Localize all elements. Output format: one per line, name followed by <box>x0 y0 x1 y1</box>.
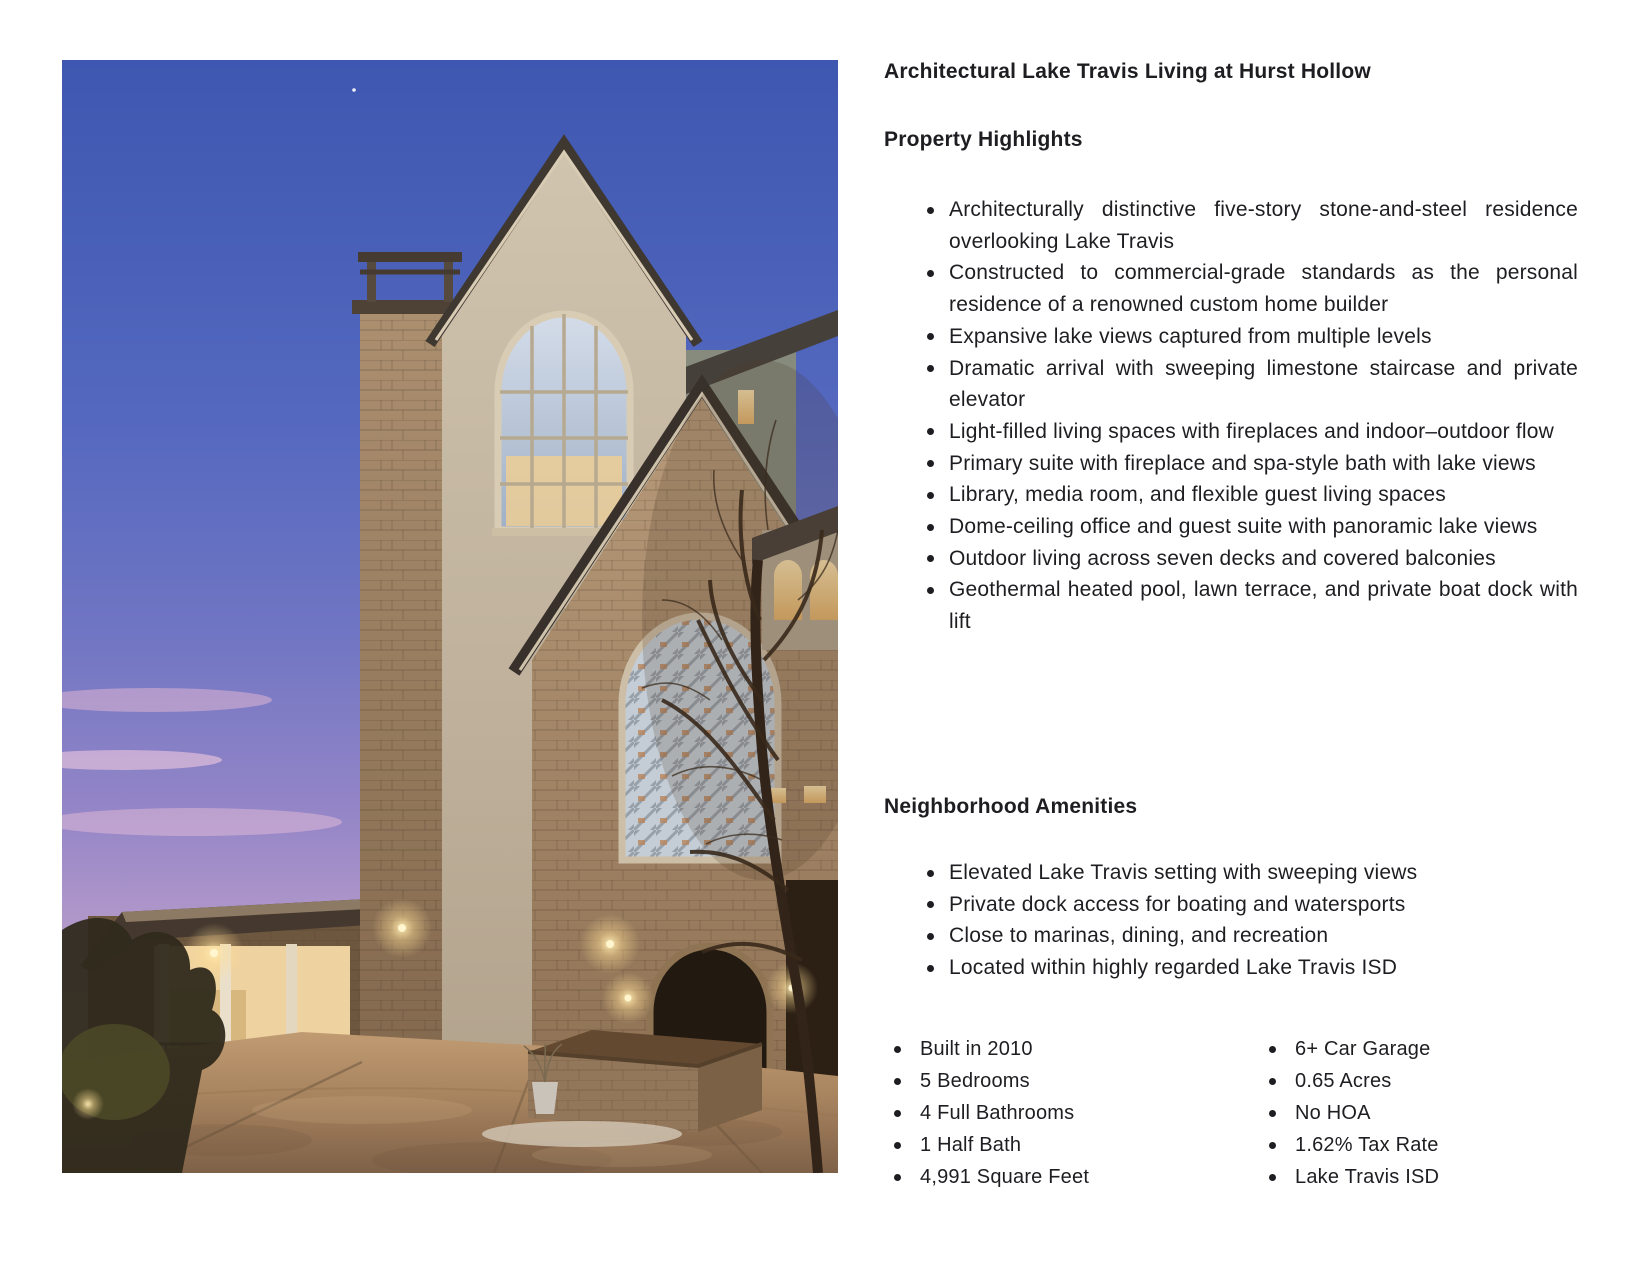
highlight-item: Constructed to commercial-grade standards as the personal residence of a renowned custom home builder <box>924 257 1578 320</box>
facts-column-left <box>884 1033 1224 1193</box>
highlight-item: Light-filled living spaces with fireplaces and indoor–outdoor flow <box>924 416 1578 448</box>
facts-column-right <box>1255 1033 1615 1193</box>
section-heading-property-highlights: Property Highlights <box>884 128 1083 151</box>
fact-item: Built in 2010 <box>884 1033 1224 1065</box>
highlight-item: Library, media room, and flexible guest living spaces <box>924 479 1578 511</box>
fact-item: 4 Full Bathrooms <box>884 1097 1224 1129</box>
amenity-item: Close to marinas, dining, and recreation <box>924 920 1578 952</box>
fact-item: 5 Bedrooms <box>884 1065 1224 1097</box>
fact-item: 0.65 Acres <box>1255 1065 1615 1097</box>
fact-item: Lake Travis ISD <box>1255 1161 1615 1193</box>
house-photo-illustration <box>62 60 838 1173</box>
highlight-item: Dome-ceiling office and guest suite with panoramic lake views <box>924 511 1578 543</box>
fact-item: 4,991 Square Feet <box>884 1161 1224 1193</box>
highlight-item: Architecturally distinctive five-story stone-and-steel residence overlooking Lake Travis <box>924 194 1578 257</box>
highlight-item: Primary suite with fireplace and spa-style bath with lake views <box>924 448 1578 480</box>
page-title: Architectural Lake Travis Living at Hurst Hollow <box>884 60 1371 83</box>
highlight-item: Dramatic arrival with sweeping limestone staircase and private elevator <box>924 353 1578 416</box>
highlight-item: Outdoor living across seven decks and covered balconies <box>924 543 1578 575</box>
neighborhood-amenities-list <box>924 857 1578 984</box>
highlight-item: Expansive lake views captured from multiple levels <box>924 321 1578 353</box>
section-heading-neighborhood-amenities: Neighborhood Amenities <box>884 795 1138 818</box>
property-highlights-list <box>924 194 1578 638</box>
amenity-item: Elevated Lake Travis setting with sweeping views <box>924 857 1578 889</box>
fact-item: 1 Half Bath <box>884 1129 1224 1161</box>
highlight-item: Geothermal heated pool, lawn terrace, and private boat dock with lift <box>924 574 1578 637</box>
property-photo <box>62 60 838 1173</box>
fact-item: 1.62% Tax Rate <box>1255 1129 1615 1161</box>
amenity-item: Located within highly regarded Lake Travis ISD <box>924 952 1578 984</box>
fact-item: No HOA <box>1255 1097 1615 1129</box>
fact-item: 6+ Car Garage <box>1255 1033 1615 1065</box>
amenity-item: Private dock access for boating and watersports <box>924 889 1578 921</box>
